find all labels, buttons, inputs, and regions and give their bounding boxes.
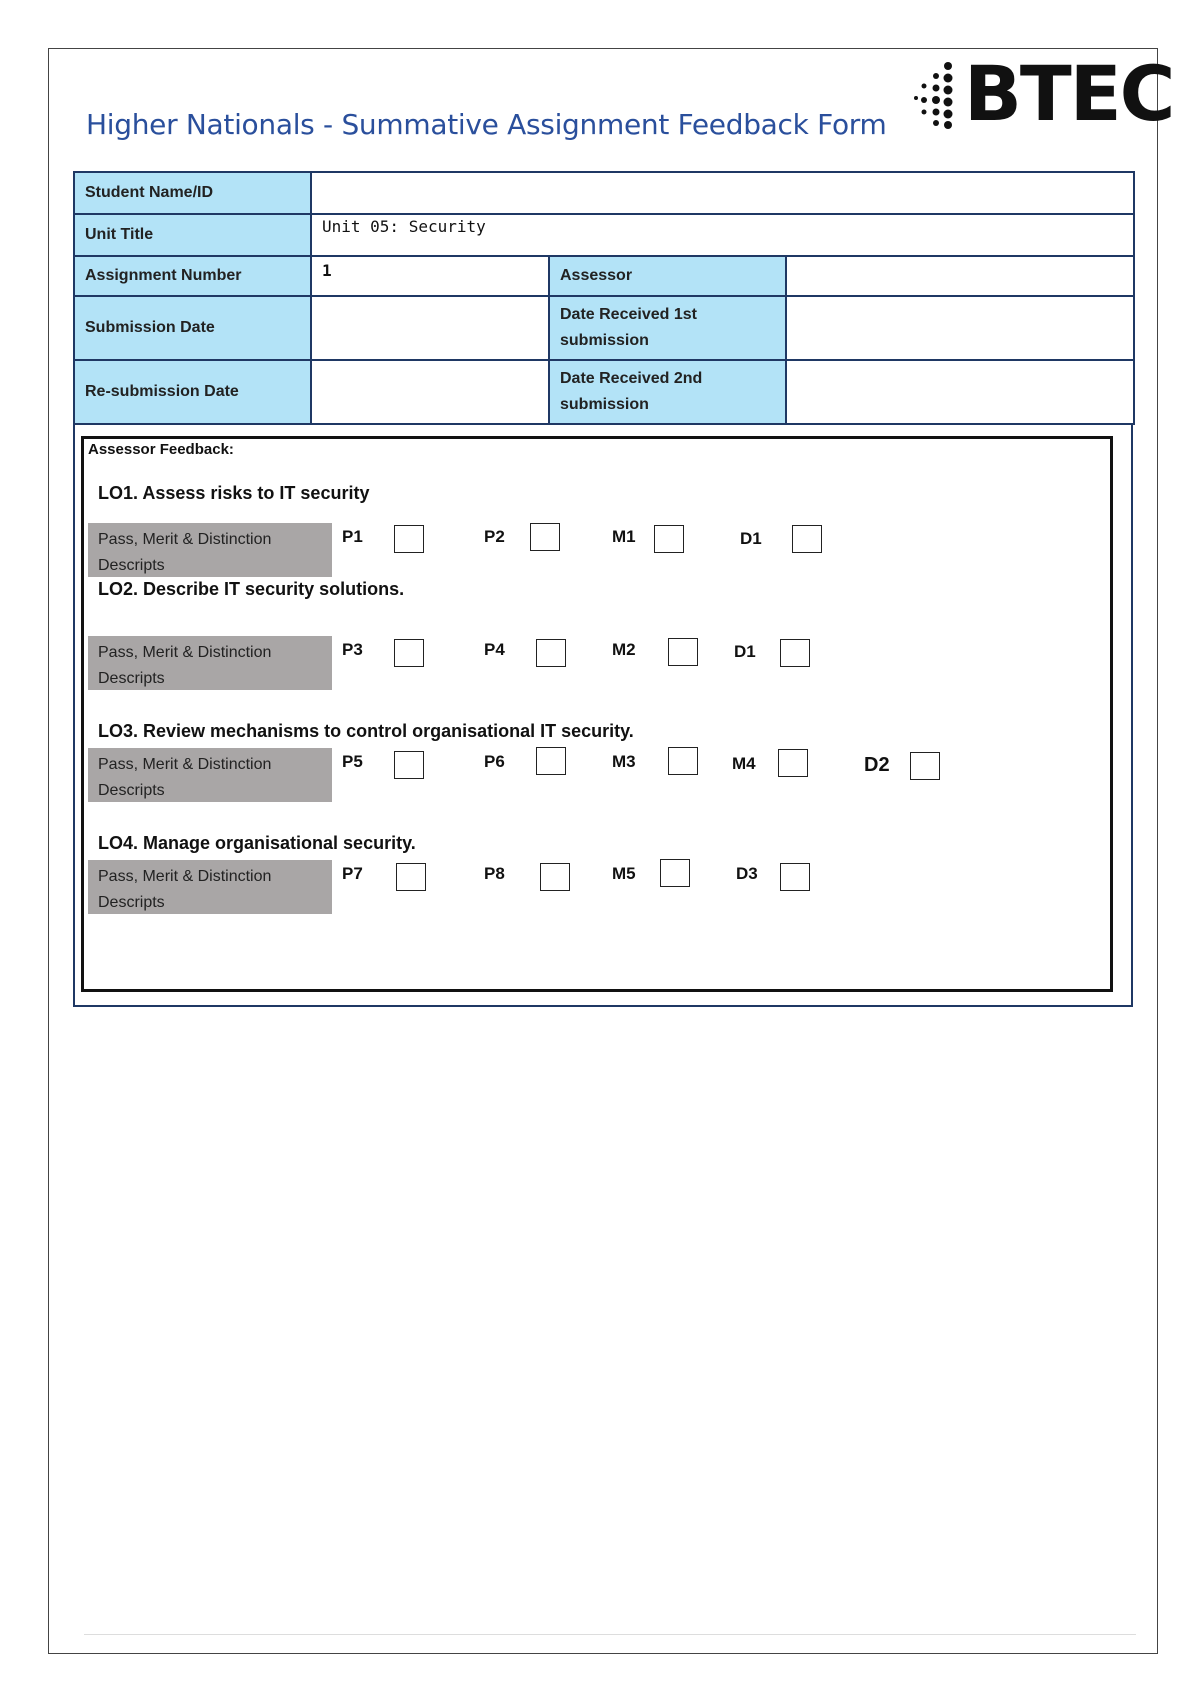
lo3-criterion-1: P5 [342, 752, 363, 771]
assignment-info-table [73, 171, 1135, 425]
lo3-checkbox-4[interactable] [778, 749, 808, 777]
lo4-checkbox-3[interactable] [660, 859, 690, 887]
lo1-checkbox-4[interactable] [792, 525, 822, 553]
lo3-checkbox-2[interactable] [536, 747, 566, 775]
lo2-title: LO2. Describe IT security solutions. [98, 579, 405, 599]
lo4-checkbox-2[interactable] [540, 863, 570, 891]
lo1-title: LO1. Assess risks to IT security [98, 483, 370, 503]
lo3-criterion-2: P6 [484, 752, 505, 771]
logo-text: BTEC [964, 49, 1174, 138]
lo1-checkbox-1[interactable] [394, 525, 424, 553]
assignment-number-field[interactable]: 1 [311, 256, 549, 296]
resubmission-date-label: Re-submission Date [74, 360, 311, 424]
student-label: Student Name/ID [74, 172, 311, 214]
lo3-title: LO3. Review mechanisms to control organisational IT security. [98, 721, 634, 741]
unit-title-field[interactable]: Unit 05: Security [311, 214, 1134, 256]
lo4-criterion-2: P8 [484, 864, 505, 883]
lo1-checkbox-2[interactable] [530, 523, 560, 551]
lo3-criterion-4: M4 [732, 754, 756, 773]
btec-logo [912, 49, 1174, 138]
lo1-checkbox-3[interactable] [654, 525, 684, 553]
lo1-descripts-label: Pass, Merit & Distinction Descripts [88, 523, 332, 577]
lo2-criterion-3: M2 [612, 640, 636, 659]
lo3-checkbox-3[interactable] [668, 747, 698, 775]
lo2-checkbox-3[interactable] [668, 638, 698, 666]
lo2-descripts-label: Pass, Merit & Distinction Descripts [88, 636, 332, 690]
lo4-descripts-label: Pass, Merit & Distinction Descripts [88, 860, 332, 914]
submission-date-field[interactable] [311, 296, 549, 360]
lo1-criterion-4: D1 [740, 529, 762, 548]
lo2-checkbox-2[interactable] [536, 639, 566, 667]
date-received-1-label: Date Received 1st submission [549, 296, 786, 360]
date-received-2-field[interactable] [786, 360, 1134, 424]
assessor-feedback-label: Assessor Feedback: [88, 441, 234, 458]
date-received-2-label: Date Received 2nd submission [549, 360, 786, 424]
lo4-criterion-4: D3 [736, 864, 758, 883]
lo2-criterion-2: P4 [484, 640, 505, 659]
resubmission-date-field[interactable] [311, 360, 549, 424]
assignment-number-label: Assignment Number [74, 256, 311, 296]
unit-title-label: Unit Title [74, 214, 311, 256]
lo1-criterion-2: P2 [484, 527, 505, 546]
submission-date-label: Submission Date [74, 296, 311, 360]
lo4-criterion-3: M5 [612, 864, 636, 883]
logo-dots-icon [912, 60, 960, 130]
footer-divider [84, 1634, 1136, 1635]
lo3-descripts-label: Pass, Merit & Distinction Descripts [88, 748, 332, 802]
student-field[interactable] [311, 172, 1134, 214]
assessor-feedback-box[interactable] [81, 436, 1113, 992]
date-received-1-field[interactable] [786, 296, 1134, 360]
assessor-field[interactable] [786, 256, 1134, 296]
lo4-criterion-1: P7 [342, 864, 363, 883]
assessor-feedback-section [73, 424, 1133, 1007]
lo4-checkbox-4[interactable] [780, 863, 810, 891]
lo2-checkbox-4[interactable] [780, 639, 810, 667]
lo1-criterion-3: M1 [612, 527, 636, 546]
lo3-criterion-5: D2 [864, 754, 890, 776]
lo3-checkbox-5[interactable] [910, 752, 940, 780]
lo2-criterion-4: D1 [734, 642, 756, 661]
lo2-checkbox-1[interactable] [394, 639, 424, 667]
lo3-criterion-3: M3 [612, 752, 636, 771]
lo3-checkbox-1[interactable] [394, 751, 424, 779]
form-title: Higher Nationals - Summative Assignment Feedback Form [86, 108, 887, 141]
assessor-label: Assessor [549, 256, 786, 296]
lo2-criterion-1: P3 [342, 640, 363, 659]
lo4-title: LO4. Manage organisational security. [98, 833, 416, 853]
lo1-criterion-1: P1 [342, 527, 363, 546]
lo4-checkbox-1[interactable] [396, 863, 426, 891]
